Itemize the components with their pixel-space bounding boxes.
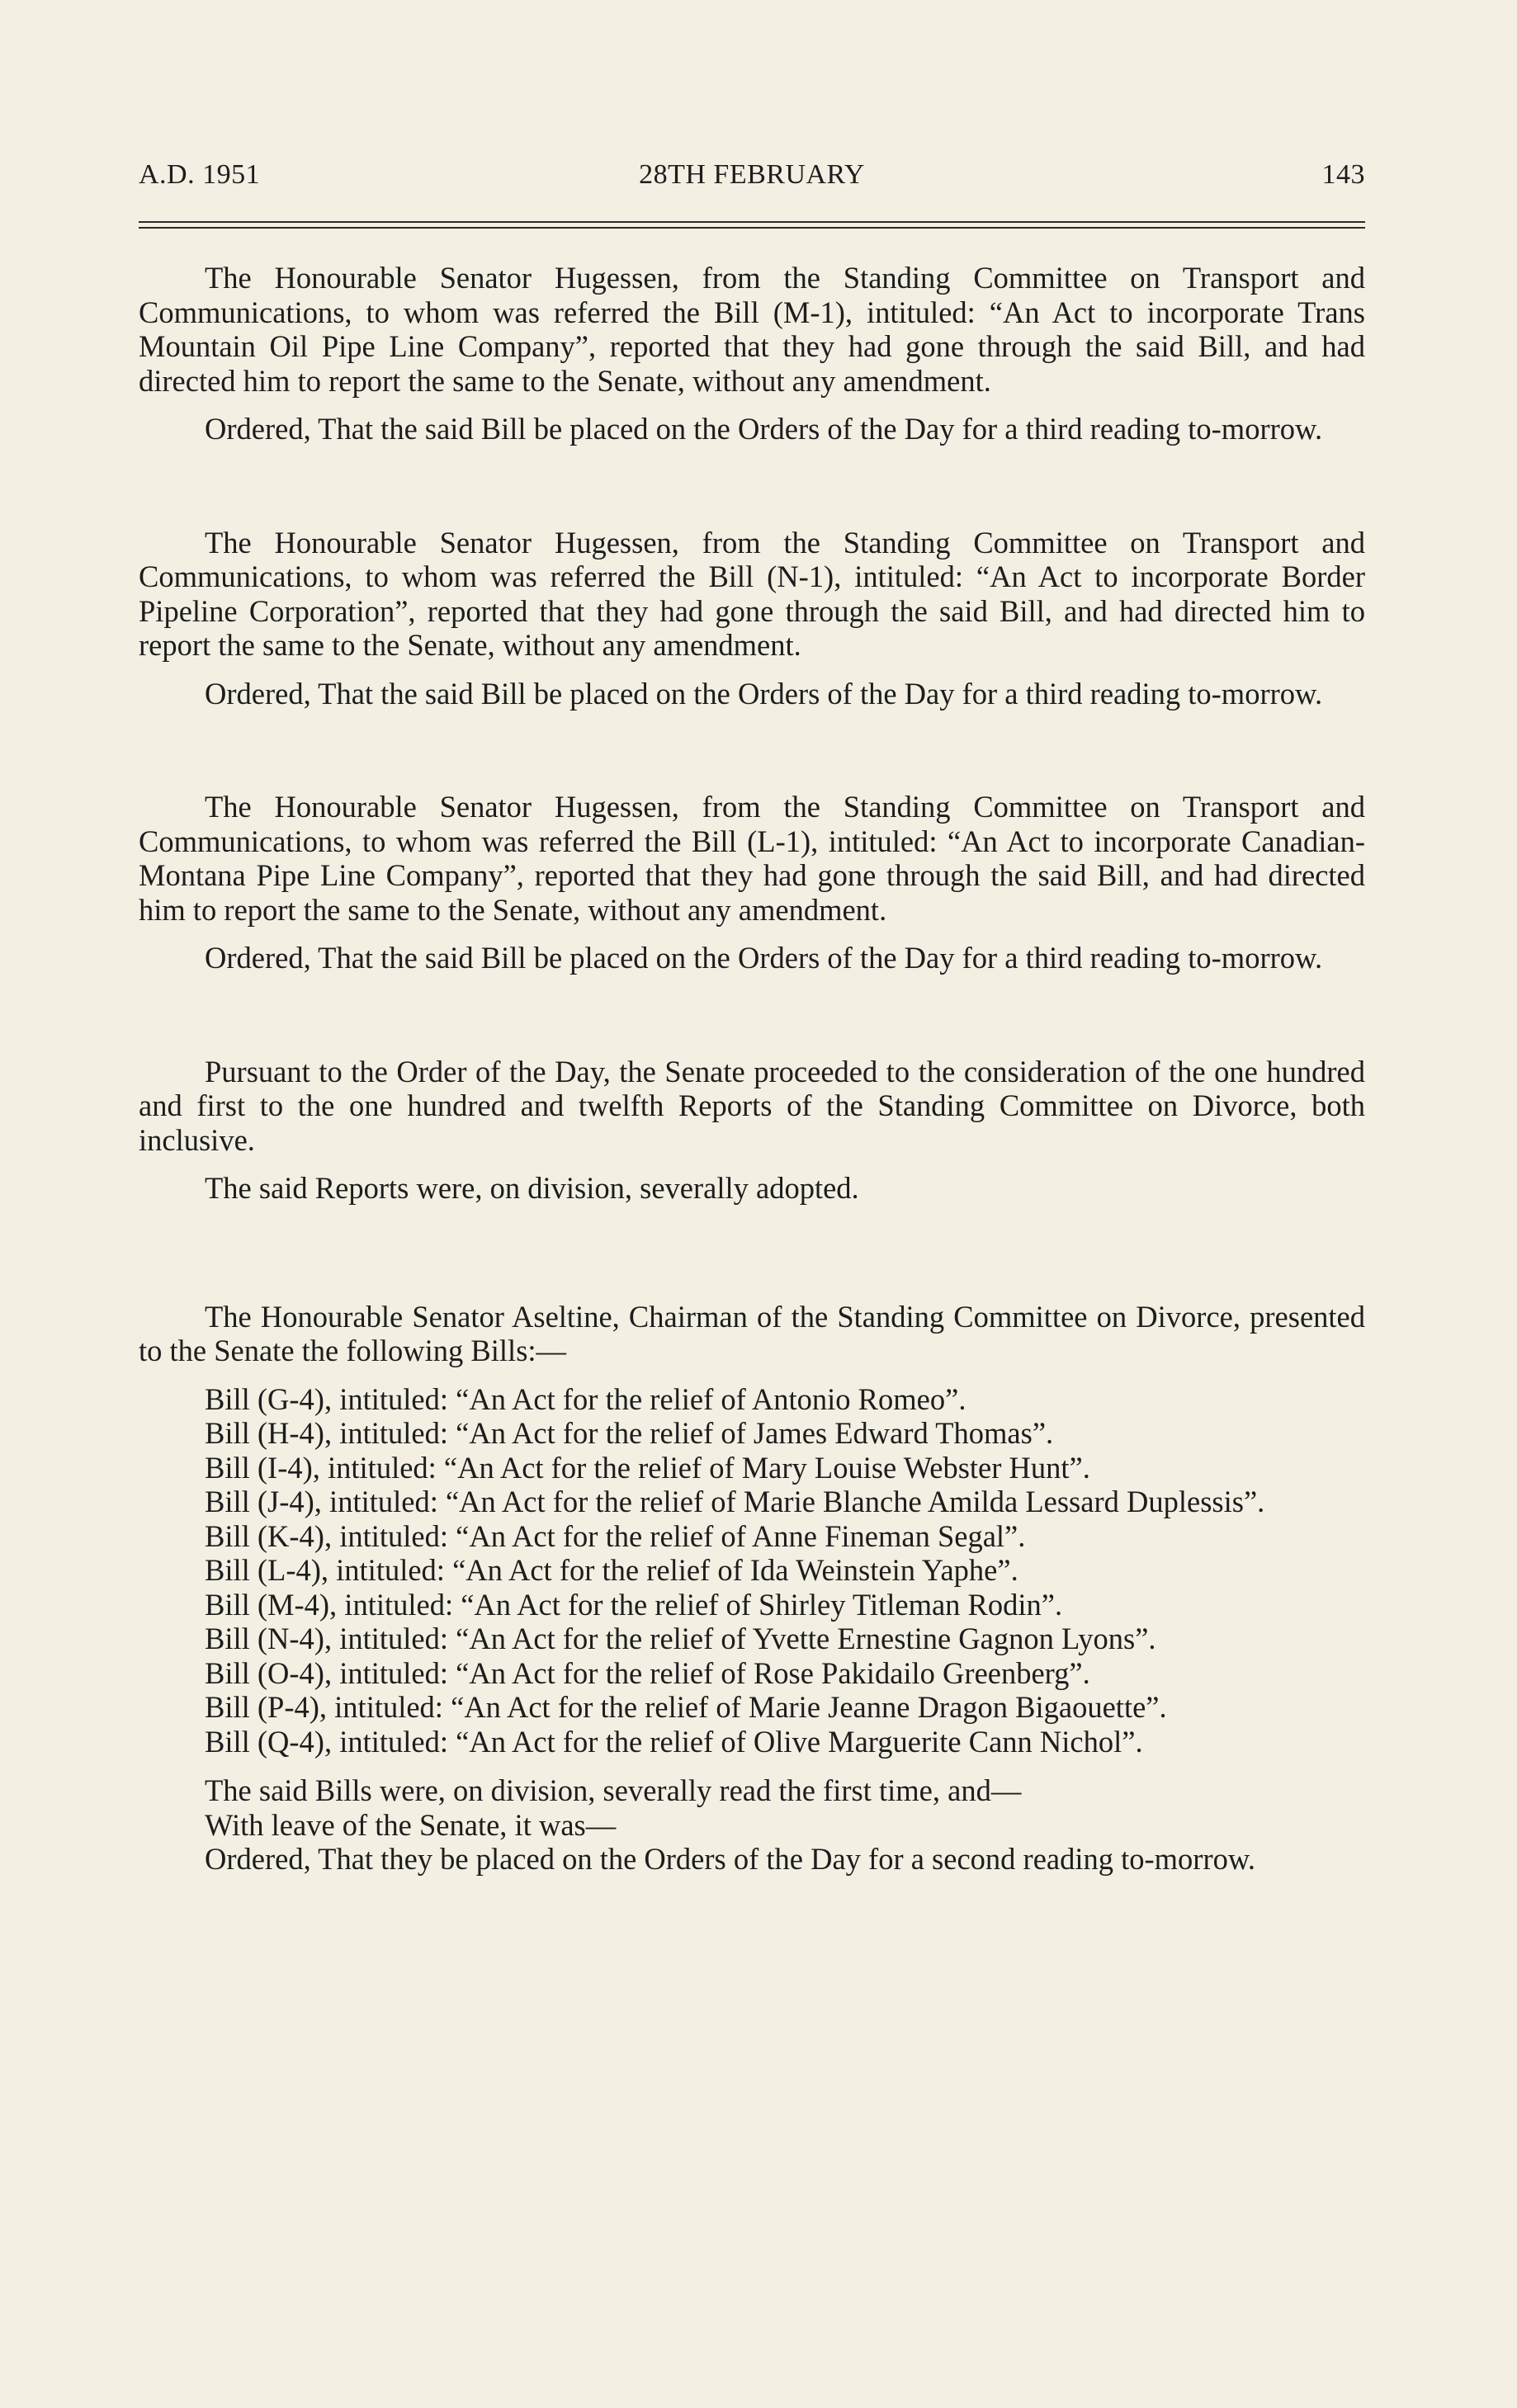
- bill-item: Bill (M-4), intituled: “An Act for the relief of Shirley Titleman Rodin”.: [205, 1587, 1063, 1622]
- divorce-reports-paragraph: Pursuant to the Order of the Day, the Senate proceeded to the consideration of the one hundred and first to the one hundred and twelfth Reports of the Standing Committee on Divorce, both inclusive.: [139, 1054, 1365, 1157]
- order-paragraph: Ordered, That the said Bill be placed on the Orders of the Day for a third reading to-morrow.: [205, 941, 1323, 975]
- date-suffix: TH: [668, 159, 707, 190]
- first-reading-paragraph: The said Bills were, on division, severally read the first time, and—: [205, 1773, 1022, 1807]
- bills-intro-paragraph: The Honourable Senator Aseltine, Chairman of the Standing Committee on Divorce, presented to the Senate the following Bills:—: [139, 1299, 1365, 1367]
- date-month: FEBRUARY: [713, 159, 865, 190]
- bill-item: Bill (J-4), intituled: “An Act for the relief of Marie Blanche Amilda Lessard Duplessis”.: [205, 1485, 1265, 1518]
- header-rule-bottom: [139, 227, 1365, 229]
- header-rule-top: [139, 221, 1365, 223]
- bill-item: Bill (N-4), intituled: “An Act for the relief of Yvette Ernestine Gagnon Lyons”.: [205, 1622, 1156, 1655]
- bill-item: Bill (L-4), intituled: “An Act for the relief of Ida Weinstein Yaphe”.: [205, 1553, 1018, 1587]
- bill-item: Bill (Q-4), intituled: “An Act for the relief of Olive Marguerite Cann Nichol”.: [205, 1724, 1143, 1759]
- bill-item: Bill (G-4), intituled: “An Act for the relief of Antonio Romeo”.: [205, 1381, 966, 1416]
- bill-item: Bill (P-4), intituled: “An Act for the relief of Marie Jeanne Dragon Bigaouette”.: [205, 1690, 1167, 1724]
- bill-item: Bill (O-4), intituled: “An Act for the relief of Rose Pakidailo Greenberg”.: [205, 1655, 1090, 1690]
- year-label: A.D. 1951: [139, 159, 261, 190]
- journal-body: [139, 261, 1365, 1877]
- order-paragraph: Ordered, That the said Bill be placed on the Orders of the Day for a third reading to-morrow.: [205, 412, 1323, 446]
- date-day: 28: [639, 159, 669, 190]
- leave-paragraph: With leave of the Senate, it was—: [205, 1807, 617, 1842]
- page-number: 143: [1321, 159, 1365, 190]
- date-label: [139, 159, 1365, 191]
- report-paragraph: The Honourable Senator Hugessen, from the Standing Committee on Transport and Communications, to whom was referred the Bill (M-1), intituled: “An Act to incorporate Trans Mountain Oil Pipe Line Company”, reported that they had gone through the said Bill, and had directed him to report the same to the Senate, without any amendment.: [139, 261, 1365, 398]
- bill-item: Bill (K-4), intituled: “An Act for the relief of Anne Fineman Segal”.: [205, 1518, 1026, 1553]
- bill-item: Bill (H-4), intituled: “An Act for the relief of James Edward Thomas”.: [205, 1416, 1054, 1450]
- reports-adopted-paragraph: The said Reports were, on division, severally adopted.: [205, 1171, 859, 1205]
- report-paragraph: The Honourable Senator Hugessen, from the Standing Committee on Transport and Communications, to whom was referred the Bill (L-1), intituled: “An Act to incorporate Canadian-Montana Pipe Line Company”, reported that they had gone through the said Bill, and had directed him to report the same to the Senate, without any amendment.: [139, 790, 1365, 927]
- running-head: [139, 159, 1365, 201]
- order-paragraph: Ordered, That the said Bill be placed on the Orders of the Day for a third reading to-morrow.: [205, 676, 1323, 711]
- second-reading-order-paragraph: Ordered, That they be placed on the Orders of the Day for a second reading to-morrow.: [205, 1842, 1255, 1876]
- bill-item: Bill (I-4), intituled: “An Act for the relief of Mary Louise Webster Hunt”.: [205, 1450, 1090, 1485]
- report-paragraph: The Honourable Senator Hugessen, from the Standing Committee on Transport and Communications, to whom was referred the Bill (N-1), intituled: “An Act to incorporate Border Pipeline Corporation”, reported that they had gone through the said Bill, and had directed him to report the same to the Senate, without any amendment.: [139, 525, 1365, 662]
